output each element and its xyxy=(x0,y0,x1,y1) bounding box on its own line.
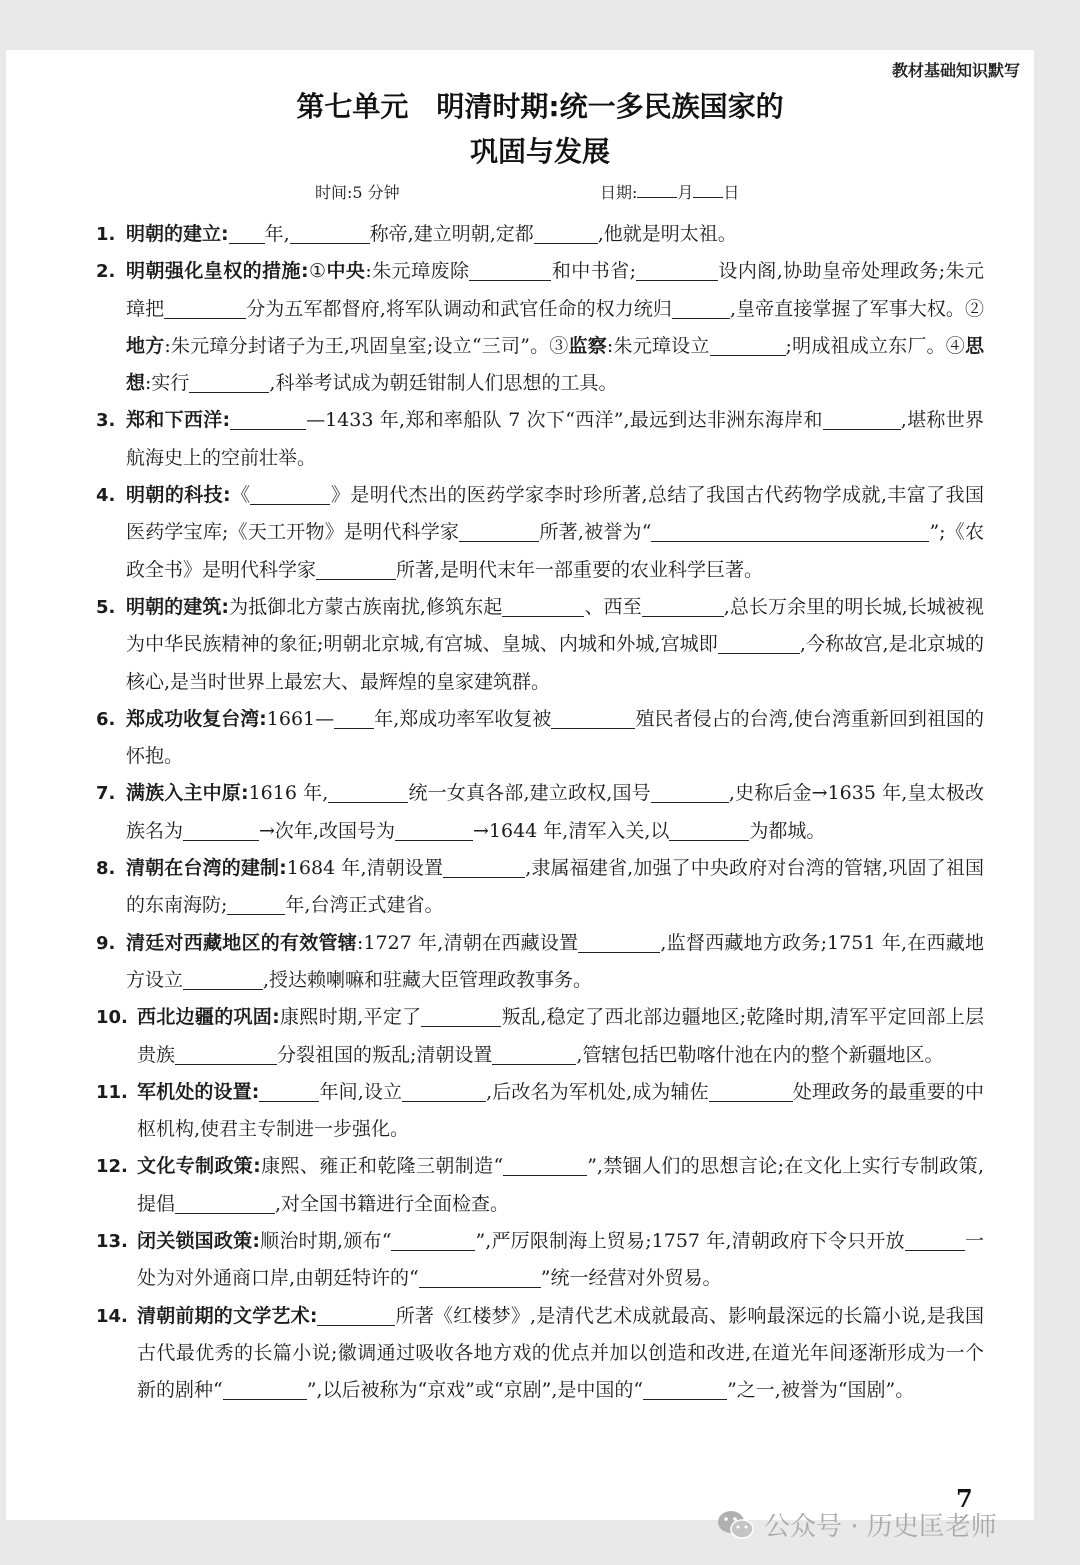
item-number: 1. xyxy=(96,224,116,245)
answer-blank[interactable] xyxy=(183,967,263,990)
answer-blank[interactable] xyxy=(164,296,246,319)
item-heading: 满族入主中原: xyxy=(126,782,249,805)
answer-blank[interactable] xyxy=(503,1153,587,1176)
item-text: ,授达赖喇嘛和驻藏大臣管理政教事务。 xyxy=(263,968,593,991)
page-title xyxy=(0,84,1080,174)
item-text: ,堪称世界航海史上的空前壮举。 xyxy=(126,409,984,469)
question-item xyxy=(96,1074,984,1149)
item-number: 3. xyxy=(96,410,116,432)
item-number: 6. xyxy=(96,708,116,730)
item-text: ”,以后被称为“京戏”或“京剧”,是中国的“ xyxy=(306,1379,644,1402)
answer-blank[interactable] xyxy=(395,818,473,841)
item-text: 统一女真各部,建立政权,国号 xyxy=(408,782,651,805)
item-text: ,皇帝直接掌握了军事大权。② xyxy=(729,297,984,320)
item-text: 顺治时期,颁布“ xyxy=(259,1230,392,1253)
item-number: 11. xyxy=(96,1081,128,1103)
answer-blank[interactable] xyxy=(669,818,749,841)
answer-blank[interactable] xyxy=(718,631,800,654)
question-item xyxy=(96,850,984,925)
item-text: 殖民者侵占的台湾,使台湾重新回到祖国的怀抱。 xyxy=(126,707,984,768)
title-line-2: 巩固与发展 xyxy=(469,135,610,168)
item-heading: 郑和下西洋: xyxy=(126,409,231,432)
answer-blank[interactable] xyxy=(183,818,259,841)
sub-heading: 地方 xyxy=(126,334,165,357)
item-number: 4. xyxy=(96,485,116,507)
item-text: :朱元璋设立 xyxy=(606,334,710,357)
item-text: 设内阁,协助皇帝处理政务;朱元璋把 xyxy=(126,260,984,320)
time-label: 时间:5 分钟 xyxy=(315,183,400,202)
item-number: 10. xyxy=(96,1007,128,1029)
answer-blank[interactable] xyxy=(710,333,786,356)
answer-blank[interactable] xyxy=(334,706,374,729)
item-text: 1616 年, xyxy=(248,782,329,805)
answer-blank[interactable] xyxy=(402,1079,486,1102)
item-number: 12. xyxy=(96,1156,128,1178)
answer-blank[interactable] xyxy=(672,296,730,319)
item-heading: 文化专制政策: xyxy=(137,1155,261,1178)
item-text: 所著《红楼梦》,是清代艺术成就最高、影响最深远的长篇小说,是我国古代最优秀的长篇小说;徽调通过吸收各地方戏的优点并加以创造和改进,在道光年间逐渐形成为一个新的剧种“ xyxy=(137,1304,984,1402)
item-text: 所著,被誉为“ xyxy=(539,521,652,544)
item-number: 7. xyxy=(96,783,116,805)
question-item xyxy=(96,775,984,850)
item-number: 13. xyxy=(96,1231,128,1253)
answer-blank[interactable] xyxy=(709,1079,793,1102)
item-text: ”统一经营对外贸易。 xyxy=(540,1267,722,1290)
answer-blank[interactable] xyxy=(502,594,584,617)
answer-blank[interactable] xyxy=(419,1265,541,1288)
question-item xyxy=(96,999,984,1074)
answer-blank[interactable] xyxy=(317,1303,395,1326)
item-text: →1644 年,清军入关,以 xyxy=(472,819,670,842)
sub-heading: 思想 xyxy=(126,334,984,395)
day-blank xyxy=(693,183,723,198)
answer-blank[interactable] xyxy=(259,1079,319,1102)
answer-blank[interactable] xyxy=(636,258,718,281)
item-number: 14. xyxy=(96,1305,128,1327)
answer-blank[interactable] xyxy=(642,594,724,617)
question-item xyxy=(96,216,984,253)
answer-blank[interactable] xyxy=(175,1191,275,1214)
item-text: 康熙时期,平定了 xyxy=(279,1006,422,1029)
item-text: 康熙、雍正和乾隆三朝制造“ xyxy=(260,1155,504,1178)
date-label: 日期: xyxy=(600,183,638,202)
answer-blank[interactable] xyxy=(421,1004,501,1027)
item-text: ,总长万余里的明长城,长城被视为中华民族精神的象征;明朝北京城,有宫城、皇城、内城和外城,宫城即 xyxy=(126,595,984,656)
item-text: ”,严厉限制海上贸易;1757 年,清朝政府下令只开放 xyxy=(475,1230,905,1253)
title-line-1 xyxy=(0,84,1080,129)
item-heading: 清朝在台湾的建制: xyxy=(126,857,287,880)
item-text: ,今称故宫,是北京城的核心,是当时世界上最宏大、最辉煌的皇家建筑群。 xyxy=(126,633,984,693)
watermark xyxy=(716,1506,997,1543)
item-text: 年,郑成功率军收复被 xyxy=(374,707,552,730)
page-number: 7 xyxy=(956,1484,973,1513)
answer-blank[interactable] xyxy=(443,855,525,878)
item-text: 年, xyxy=(264,223,290,245)
item-text: 》是明代杰出的医药学家李时珍所著,总结了我国古代药物学成就,丰富了我国医药学宝库;《天工开物》是明代科学家 xyxy=(126,484,984,544)
item-text: 所著,是明代末年一部重要的农业科学巨著。 xyxy=(396,558,764,581)
answer-blank[interactable] xyxy=(328,780,408,803)
item-text: :1727 年,清朝在西藏设置 xyxy=(357,931,579,954)
question-item xyxy=(96,477,984,589)
item-text: 《 xyxy=(230,484,251,507)
item-text: 为都城。 xyxy=(749,819,826,842)
item-heading: 明朝的科技: xyxy=(126,484,231,507)
question-item xyxy=(96,253,984,402)
answer-blank[interactable] xyxy=(551,706,635,729)
item-text: ,对全国书籍进行全面检查。 xyxy=(275,1192,510,1215)
item-text: ;明成祖成立东厂。④ xyxy=(785,334,965,357)
item-text: 1684 年,清朝设置 xyxy=(286,857,444,880)
answer-blank[interactable] xyxy=(391,1228,475,1251)
item-text: 叛乱,稳定了西北部边疆地区;乾隆时期,清军平定回部上层贵族 xyxy=(137,1006,984,1066)
item-text: —1433 年,郑和率船队 7 次下“西洋”,最远到达非洲东海岸和 xyxy=(306,409,823,432)
item-text: :朱元璋分封诸子为王,巩固皇室;设立“三司”。③ xyxy=(164,334,569,357)
answer-blank[interactable] xyxy=(227,892,285,915)
question-list xyxy=(96,216,984,1410)
answer-blank[interactable] xyxy=(905,1228,965,1251)
question-item xyxy=(96,402,984,477)
watermark-text: 公众号 · 历史匡老师 xyxy=(764,1512,997,1542)
item-text: 1661— xyxy=(266,707,335,730)
question-item xyxy=(96,925,984,1000)
month-label: 月 xyxy=(677,183,694,202)
item-heading: 闭关锁国政策: xyxy=(137,1230,260,1253)
item-text: ,科举考试成为朝廷钳制人们思想的工具。 xyxy=(269,372,618,395)
item-text: :朱元璋废除 xyxy=(365,260,470,283)
item-text: ① xyxy=(308,260,327,283)
answer-blank[interactable] xyxy=(230,407,306,430)
item-text: ,管辖包括巴勒喀什池在内的整个新疆地区。 xyxy=(576,1043,944,1066)
answer-blank[interactable] xyxy=(290,221,370,244)
month-blank xyxy=(637,183,677,198)
answer-blank[interactable] xyxy=(651,780,729,803)
unit-topic: 明清时期:统一多民族国家的 xyxy=(436,90,784,123)
question-item xyxy=(96,589,984,701)
item-heading: 明朝的建筑: xyxy=(126,595,230,618)
item-text: ,他就是明太祖。 xyxy=(597,223,737,245)
day-label: 日 xyxy=(723,183,740,202)
answer-blank[interactable] xyxy=(250,482,330,505)
item-text: 年,台湾正式建省。 xyxy=(285,894,444,917)
item-number: 8. xyxy=(96,858,116,880)
answer-blank[interactable] xyxy=(189,370,269,393)
answer-blank[interactable] xyxy=(175,1042,277,1065)
item-heading: 清廷对西藏地区的有效管辖 xyxy=(126,931,358,954)
item-heading: 明朝强化皇权的措施: xyxy=(126,260,309,283)
item-number: 5. xyxy=(96,596,116,618)
item-text: 分裂祖国的叛乱;清朝设置 xyxy=(277,1043,493,1066)
item-text: ,监督西藏地方政务;1751 年,在西藏地方设立 xyxy=(126,931,984,991)
answer-blank[interactable] xyxy=(223,1377,307,1400)
answer-blank[interactable] xyxy=(459,519,539,542)
item-text: 、西至 xyxy=(584,595,642,618)
item-heading: 军机处的设置: xyxy=(137,1080,260,1103)
item-text: :实行 xyxy=(145,372,190,395)
item-text: ”;《农政全书》是明代科学家 xyxy=(126,521,984,581)
answer-blank[interactable] xyxy=(643,1377,727,1400)
answer-blank[interactable] xyxy=(534,221,598,244)
item-text: 处理政务的最重要的中枢机构,使君主专制进一步强化。 xyxy=(137,1080,984,1141)
item-text: ,隶属福建省,加强了中央政府对台湾的管辖,巩固了祖国的东南海防; xyxy=(126,857,984,917)
question-item xyxy=(96,1298,984,1410)
answer-blank[interactable] xyxy=(578,930,660,953)
item-text: 和中书省; xyxy=(551,260,636,283)
answer-blank[interactable] xyxy=(651,519,871,542)
question-item xyxy=(96,1148,984,1223)
item-text: 分为五军都督府,将军队调动和武官任命的权力统归 xyxy=(246,297,672,320)
item-text: 年间,设立 xyxy=(319,1080,403,1103)
answer-blank[interactable] xyxy=(823,407,901,430)
item-number: 9. xyxy=(96,932,116,954)
item-text: ,史称后金→1635 年,皇太极改族名为 xyxy=(126,782,984,842)
question-item xyxy=(96,1223,984,1298)
answer-blank[interactable] xyxy=(229,221,265,244)
item-text: ”,禁锢人们的思想言论;在文化上实行专制政策,提倡 xyxy=(137,1155,984,1215)
item-heading: 西北边疆的巩固: xyxy=(137,1006,280,1029)
date-field xyxy=(600,180,739,203)
item-text: ,后改名为军机处,成为辅佐 xyxy=(486,1080,709,1103)
answer-blank[interactable] xyxy=(492,1042,576,1065)
answer-blank[interactable] xyxy=(871,519,929,542)
wechat-icon xyxy=(716,1509,756,1541)
item-text: 称帝,建立明朝,定都 xyxy=(369,223,534,245)
sub-heading: 监察 xyxy=(568,334,607,357)
item-heading: 清朝前期的文学艺术: xyxy=(137,1304,318,1327)
item-text: →次年,改国号为 xyxy=(259,819,395,842)
answer-blank[interactable] xyxy=(469,258,551,281)
item-text: 一处为对外通商口岸,由朝廷特许的“ xyxy=(137,1230,984,1290)
answer-blank[interactable] xyxy=(316,557,396,580)
item-text: 为抵御北方蒙古族南扰,修筑东起 xyxy=(229,595,503,618)
unit-label: 第七单元 xyxy=(296,90,409,123)
item-heading: 郑成功收复台湾: xyxy=(126,707,267,730)
running-header: 教材基础知识默写 xyxy=(891,61,1020,80)
item-text: ”之一,被誉为“国剧”。 xyxy=(727,1379,915,1402)
item-number: 2. xyxy=(96,261,116,283)
sub-heading: 中央 xyxy=(326,260,366,283)
question-item xyxy=(96,701,984,776)
item-heading: 明朝的建立: xyxy=(126,223,229,245)
